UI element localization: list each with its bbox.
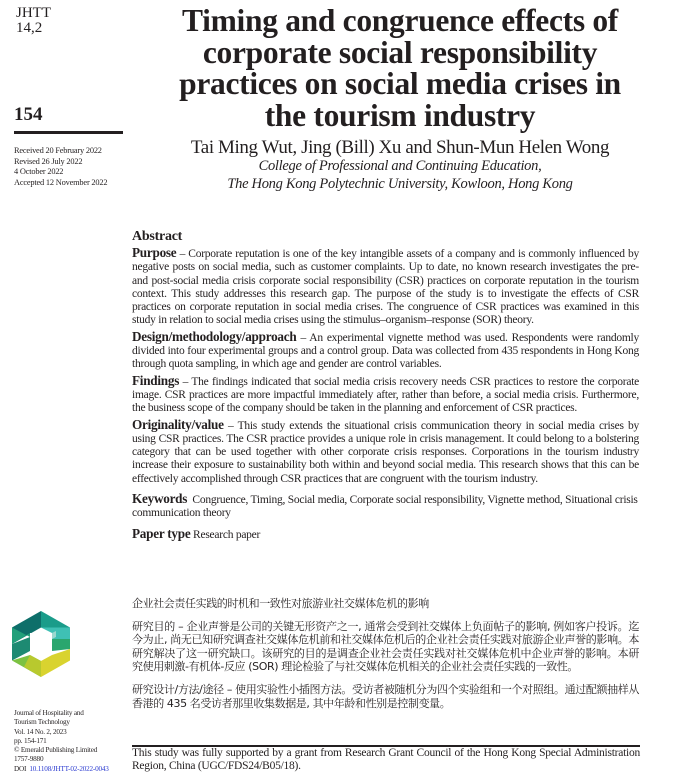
abstract-findings	[132, 374, 639, 416]
journal-issue: 14,2	[16, 20, 43, 36]
page-number-rule	[14, 131, 123, 134]
keywords-label: Keywords	[132, 491, 188, 507]
paper-type	[132, 527, 639, 542]
publication-info	[14, 709, 109, 774]
journal-name-line2: Tourism Technology	[14, 718, 70, 727]
abstract-heading: Abstract	[132, 229, 183, 244]
section-text: – This study extends the situational crisis communication theory in social media crises by using CSR practices. The CSR practice provides a unique role in crisis management. It could belong to a bolstering category that can be used together with other corporate crisis responses. Corporations in the tourism industry increase their exposure to sustainability both within and beyond social media. This research shows that this can be effectively accomplished through CSR practices that are congruent with the tourism industry.	[132, 419, 639, 485]
section-label: Design/methodology/approach	[132, 328, 297, 344]
chinese-abstract	[132, 597, 639, 719]
title-line: the tourism industry	[264, 97, 536, 133]
issn: 1757-9880	[14, 755, 44, 764]
title-line: Timing and congruence effects of	[181, 3, 618, 38]
publisher: © Emerald Publishing Limited	[14, 746, 98, 755]
chinese-title: 企业社会责任实践的时机和一致性对旅游业社交媒体危机的影响	[132, 597, 429, 610]
page-number: 154	[14, 104, 43, 125]
doi-link[interactable]: 10.1108/JHTT-02-2022-0043	[29, 764, 109, 773]
journal-name-line1: Journal of Hospitality and	[14, 709, 84, 717]
volume-info: Vol. 14 No. 2, 2023	[14, 727, 67, 736]
paper-type-label: Paper type	[132, 525, 191, 541]
funding-footnote: This study was fully supported by a grant from Research Grant Council of the Hong Kong Special Administration Region, China (UGC/FDS24/B05/18).	[132, 747, 640, 773]
date-accepted: Accepted 12 November 2022	[14, 177, 108, 187]
paper-type-value: Research paper	[193, 528, 261, 541]
affiliation-line: The Hong Kong Polytechnic University, Kowloon, Hong Kong	[227, 176, 573, 192]
doi-label: DOI	[14, 764, 27, 773]
date-received: Received 20 February 2022	[14, 146, 102, 155]
section-label: Originality/value	[132, 416, 224, 432]
date-revised-2: 4 October 2022	[14, 167, 64, 177]
section-label: Purpose	[132, 245, 177, 260]
date-revised: Revised 26 July 2022	[14, 156, 83, 166]
abstract-purpose	[132, 246, 639, 328]
keywords-text: Congruence, Timing, Social media, Corporate social responsibility, Vignette method, Situational crisis communication theory	[132, 494, 638, 520]
emerald-logo-icon	[12, 611, 70, 677]
submission-dates	[14, 146, 107, 188]
keywords	[132, 492, 639, 521]
abstract	[132, 229, 639, 544]
journal-abbrev: JHTT	[16, 5, 51, 21]
affiliation-line: College of Professional and Continuing Education,	[258, 158, 542, 174]
authors: Tai Ming Wut, Jing (Bill) Xu and Shun-Mun Helen Wong	[190, 137, 610, 158]
section-text: – An experimental vignette method was used. Respondents were randomly divided into four experimental groups and a control group. Data was collected from 435 respondents in Hong Kong through quota sampling, in which age and gender are control variables.	[132, 331, 639, 371]
journal-code	[16, 6, 51, 36]
abstract-design	[132, 330, 639, 372]
title-line: corporate social responsibility	[202, 34, 598, 70]
section-text: – Corporate reputation is one of the key intangible assets of a company and is commonly influenced by negative posts on social media, such as customer complaints. Up to date, no known research investigates the pre- and post-social media crisis corporate social responsibility (CSR) practices on corporate reputation in the tourism context. This study addresses this research gap. The purpose of the study is to investigate the effects of CSR practices on corporate reputation in social media crises. The congruence of CSR practices was examined in this study in relation to social media crises using the stimulus–organism–response (SOR) theory.	[132, 248, 639, 327]
page-range: pp. 154-171	[14, 736, 47, 745]
title-line: practices on social media crises in	[179, 66, 621, 101]
section-label: Findings	[132, 372, 180, 388]
logo-facet	[52, 639, 70, 651]
abstract-originality	[132, 418, 639, 486]
affiliation	[131, 157, 669, 193]
logo-letter	[30, 633, 52, 655]
article-title	[131, 5, 669, 131]
doi-line	[14, 765, 109, 774]
chinese-purpose: 研究目的 – 企业声誉是公司的关键无形资产之一, 通常会受到社交媒体上负面帖子的影响, 例如客户投诉。迄今为止, 尚无已知研究调查社交媒体危机前和社交媒体危机后的企业社会责任实践对旅游企业声誉的影响。本研究解决了这一研究缺口。该研究的目的是调查企业社会责任实践对社交媒体危机中企业声誉的影响。本研究使用刺激-有机体-反应 (SOR) 理论检验了与社交媒体危机相关的企业社会责任实践的一致性。	[132, 619, 639, 674]
logo-facet	[41, 611, 70, 628]
section-text: – The findings indicated that social media crisis recovery needs CSR practices to restore the corporate image. CSR practices are more impactful immediately after, rather than before, a social media crisis. Furthermore, the business scope of the company should be taken in the planning and enforcement of CSR practices.	[132, 375, 639, 415]
chinese-design: 研究设计/方法/途径 – 使用实验性小插图方法。受访者被随机分为四个实验组和一个对照组。通过配额抽样从香港的 435 名受访者那里收集数据是, 其中年龄和性别是控制变量。	[132, 682, 639, 710]
